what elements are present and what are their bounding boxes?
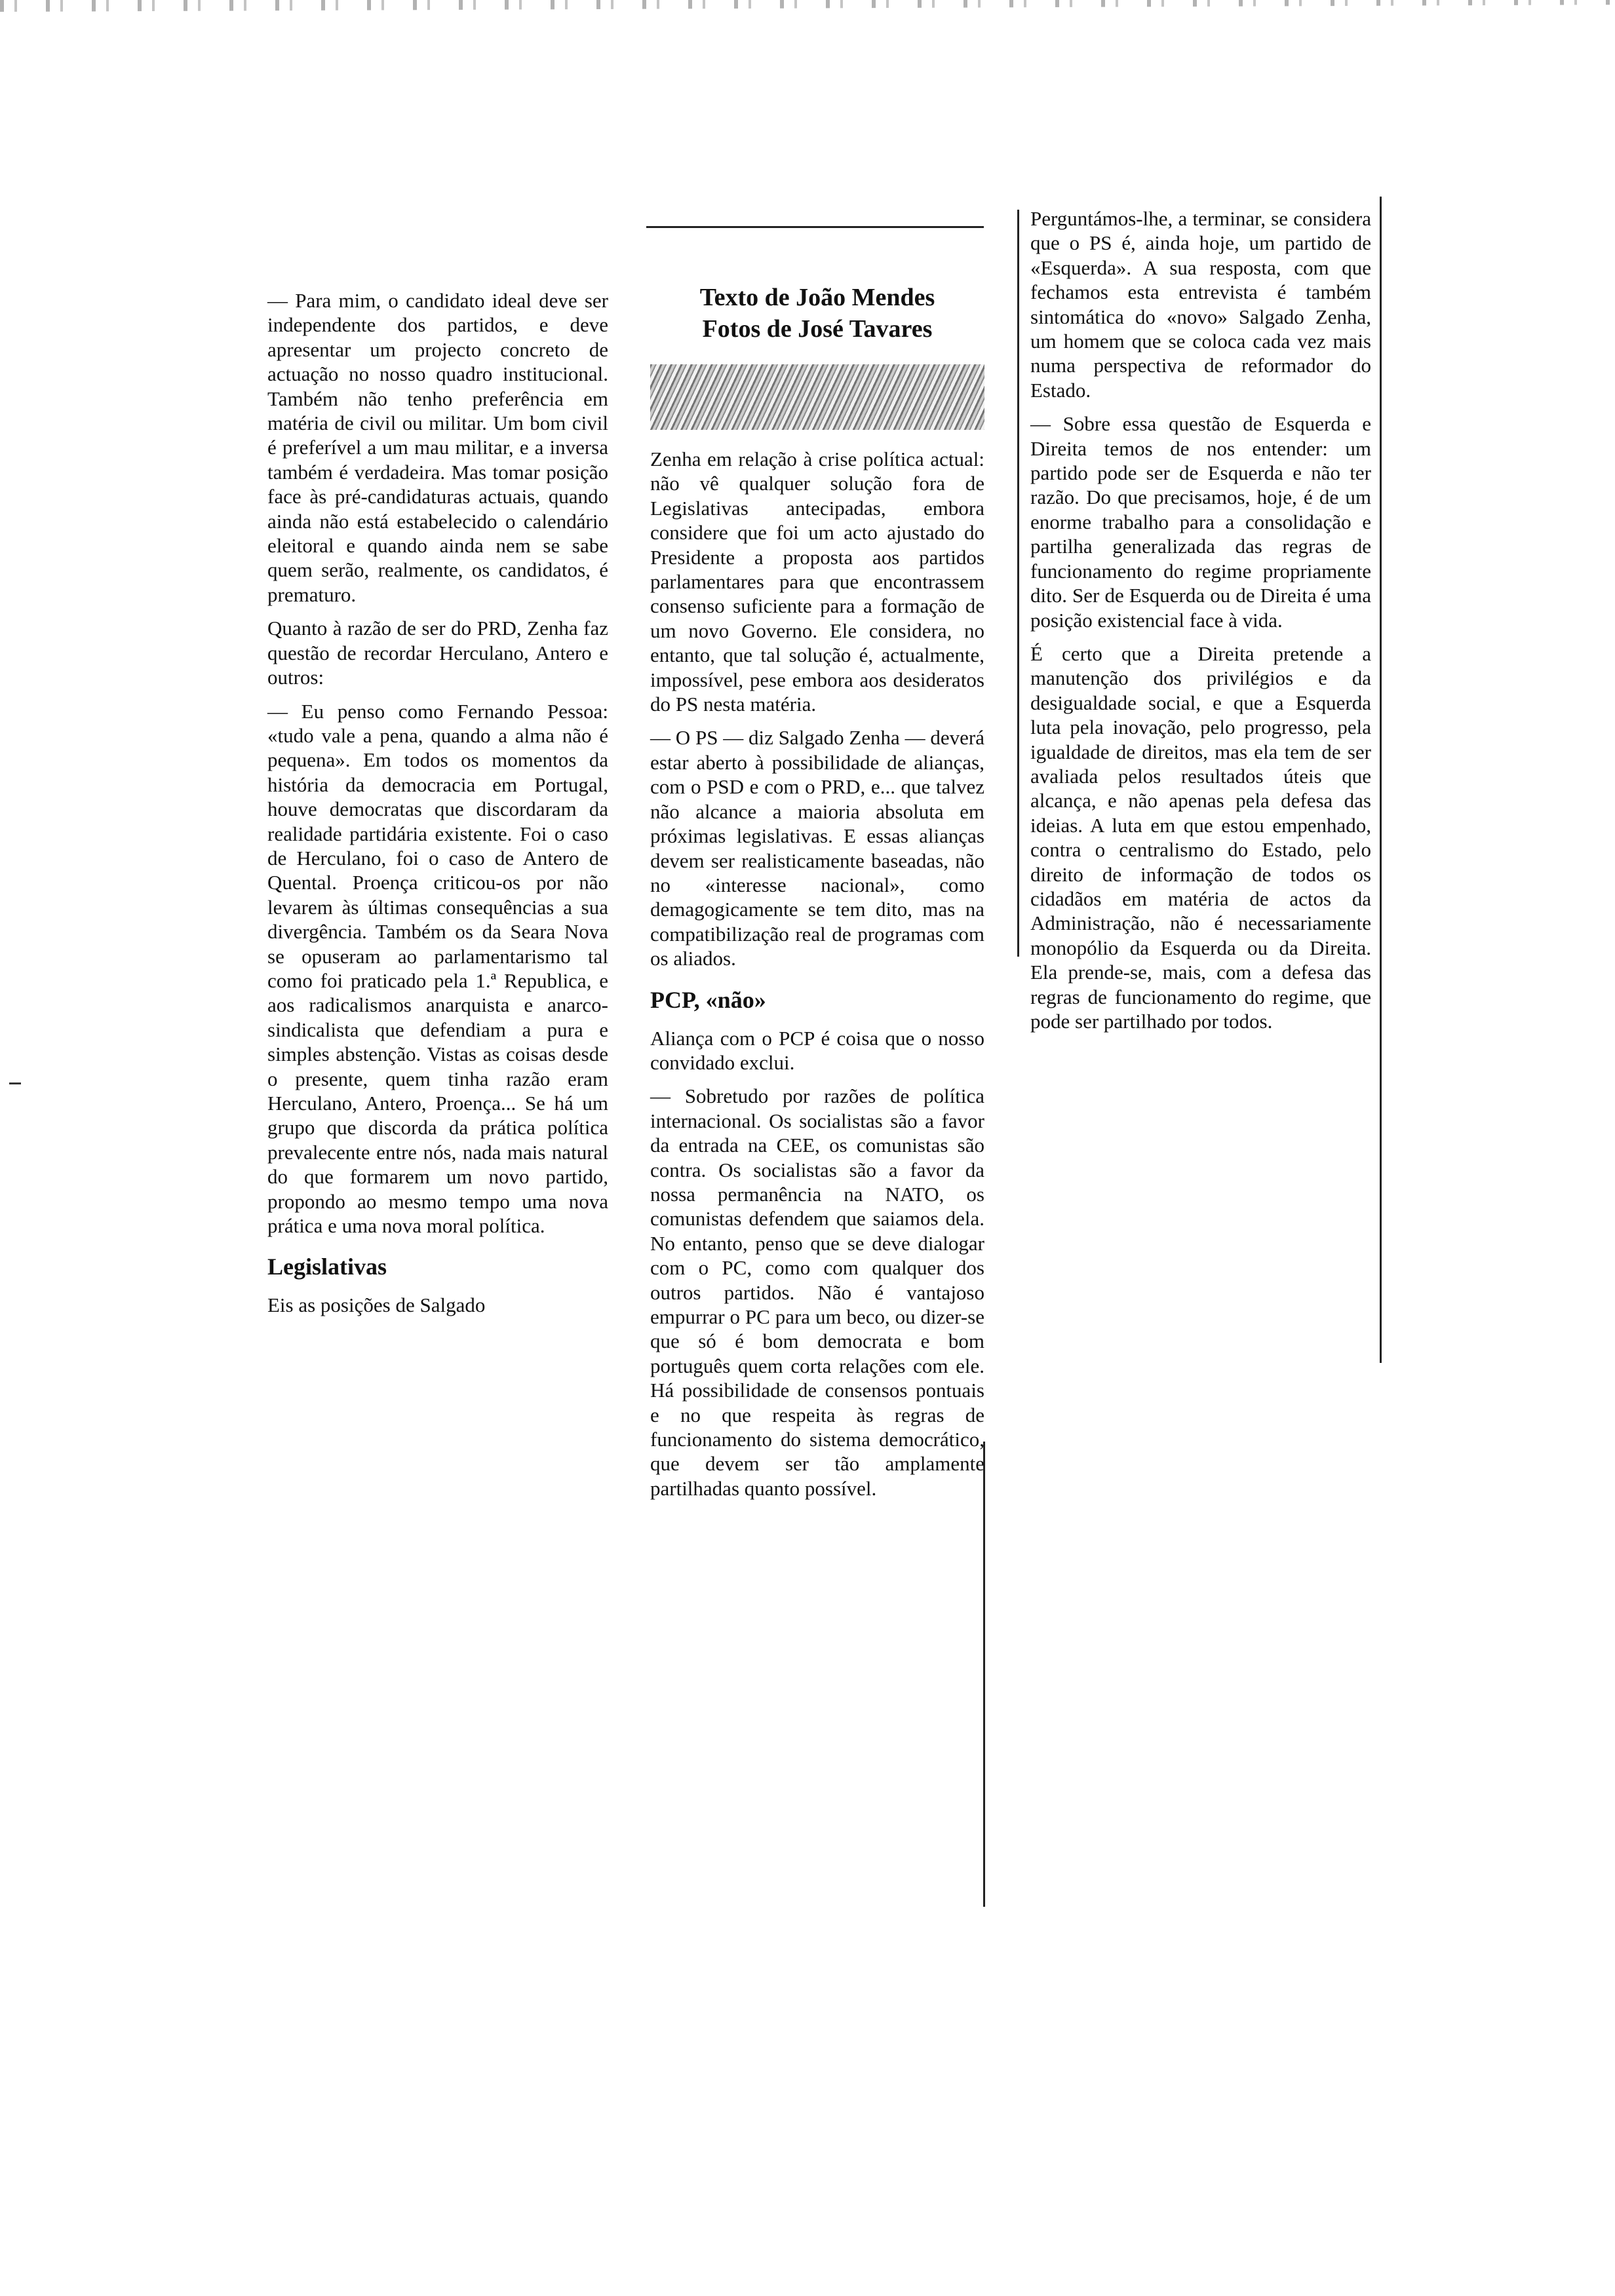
paragraph: — Eu penso como Fernando Pessoa: «tudo vale a pena, quando a alma não é pequena». Em todos os momentos da história da democracia em Portugal, houve democratas que discordaram da realidade partidária existente. Foi o caso de Herculano, foi o caso de Antero de Quental. Proença criticou-os por não levarem às últimas consequências a sua divergência. Também os da Seara Nova se opuseram ao parlamentarismo tal como foi praticado pela 1.ª Republica, e aos radicalismos anarquista e anarco-sindicalista que defendiam a pura e simples abstenção. Vistas as coisas desde o presente, quem tinha razão eram Herculano, Antero, Proença... Se há um grupo que discorda da prática política prevalecente entre nós, nada mais natural do que formarem um novo partido, propondo ao mesmo tempo uma nova prática e uma nova moral política. — [267, 699, 608, 1238]
paragraph: É certo que a Direita pretende a manutenção dos privilégios e da desigualdade social, e que a Esquerda luta pela inovação, pelo progresso, pela igualdade de direitos, mas ela tem de ser avaliada pelos resultados úteis que alcança, e não apenas pela defesa das ideias. A luta em que estou empenhado, contra o centralismo do Estado, pelo direito de informação de todos os cidadãos em matéria de actos da Administração, não é necessariamente monopólio da Esquerda ou da Direita. Ela prende-se, mais, com a defesa das regras de funcionamento do regime, que pode ser partilhado por todos. — [1030, 641, 1371, 1033]
paragraph: Zenha em relação à crise política actual: não vê qualquer solução fora de Legislativas antecipadas, embora considere que foi um acto ajustado do Presidente a proposta aos partidos parlamentares para que encontrassem consenso suficiente para a formação de um novo Governo. Ele considera, no entanto, que tal solução é, actualmente, impossível, pese embora aos desideratos do PS nesta matéria. — [650, 448, 984, 716]
paragraph: — Sobretudo por razões de política internacional. Os socialistas são a favor da entrada na CEE, os comunistas são contra. Os socialistas são a favor da nossa permanência na NATO, os comunistas defendem que saiamos dela. No entanto, penso que se deve dialogar com o PC, como com qualquer dos outros partidos. Não é vantajoso empurrar o PC para um beco, ou dizer-se que só é bom democrata e bom português quem corta relações com ele. Há possibilidade de consensos pontuais e no que respeita às regras de funcionamento do sistema democrático, que devem ser tão amplamente partilhadas quanto possível. — [650, 1084, 984, 1500]
byline-photos: Fotos de José Tavares — [702, 315, 933, 343]
scan-edge-artifact — [0, 0, 1615, 26]
column-divider — [1017, 210, 1019, 957]
byline-text: Texto de João Mendes — [699, 284, 935, 311]
paragraph: — O PS — diz Salgado Zenha — deverá estar aberto à possibilidade de alianças, com o PSD e com o PRD, e... que talvez não alcance a maioria absoluta em próximas legislativas. E essas alianças devem ser realisticamente baseadas, não no «interesse nacional», como demagogicamente se tem dito, mas na compatibilização real de programas com os aliados. — [650, 726, 984, 970]
paragraph: Eis as posições de Salgado — [267, 1293, 486, 1317]
subheading-pcp: PCP, «não» — [650, 986, 766, 1013]
article-column-1 — [267, 288, 608, 1318]
paragraph: Perguntámos-lhe, a terminar, se considera que o PS é, ainda hoje, um partido de «Esquerda». A sua resposta, com que fechamos esta entrevista é também sintomática do «novo» Salgado Zenha, um homem que se coloca cada vez mais numa perspectiva de reformador do Estado. — [1030, 207, 1371, 402]
column-divider — [983, 1442, 985, 1907]
photo-fragment — [650, 364, 984, 430]
paragraph: Aliança com o PCP é coisa que o nosso convidado exclui. — [650, 1026, 984, 1074]
paragraph: — Sobre essa questão de Esquerda e Direita temos de nos entender: um partido pode ser de Esquerda e não ter razão. Do que precisamos, hoje, é de um enorme trabalho para a consolidação e partilha generalizada das regras de funcionamento do regime propriamente dito. Ser de Esquerda ou de Direita é uma posição existencial face à vida. — [1030, 412, 1371, 632]
paragraph: — Para mim, o candidato ideal deve ser independente dos partidos, e deve apresentar um projecto concreto de actuação no nosso quadro institucional. Também não tenho preferência em matéria de civil ou militar. Um bom civil é preferível a um mau militar, e a inversa também é verdadeira. Mas tomar posição face às pré-candidaturas actuais, quando ainda não está estabelecido o calendário eleitoral e quando ainda nem se sabe quem serão, realmente, os candidatos, é prematuro. — [267, 289, 608, 606]
paragraph: Quanto à razão de ser do PRD, Zenha faz questão de recordar Herculano, Antero e outros: — [267, 617, 608, 689]
subheading-legislativas: Legislativas — [267, 1253, 387, 1280]
article-column-3 — [1030, 206, 1371, 1033]
article-column-2 — [650, 282, 984, 1501]
byline — [650, 282, 984, 345]
margin-mark — [9, 1082, 21, 1084]
column-top-rule — [646, 226, 984, 228]
column-divider — [1380, 197, 1382, 1363]
